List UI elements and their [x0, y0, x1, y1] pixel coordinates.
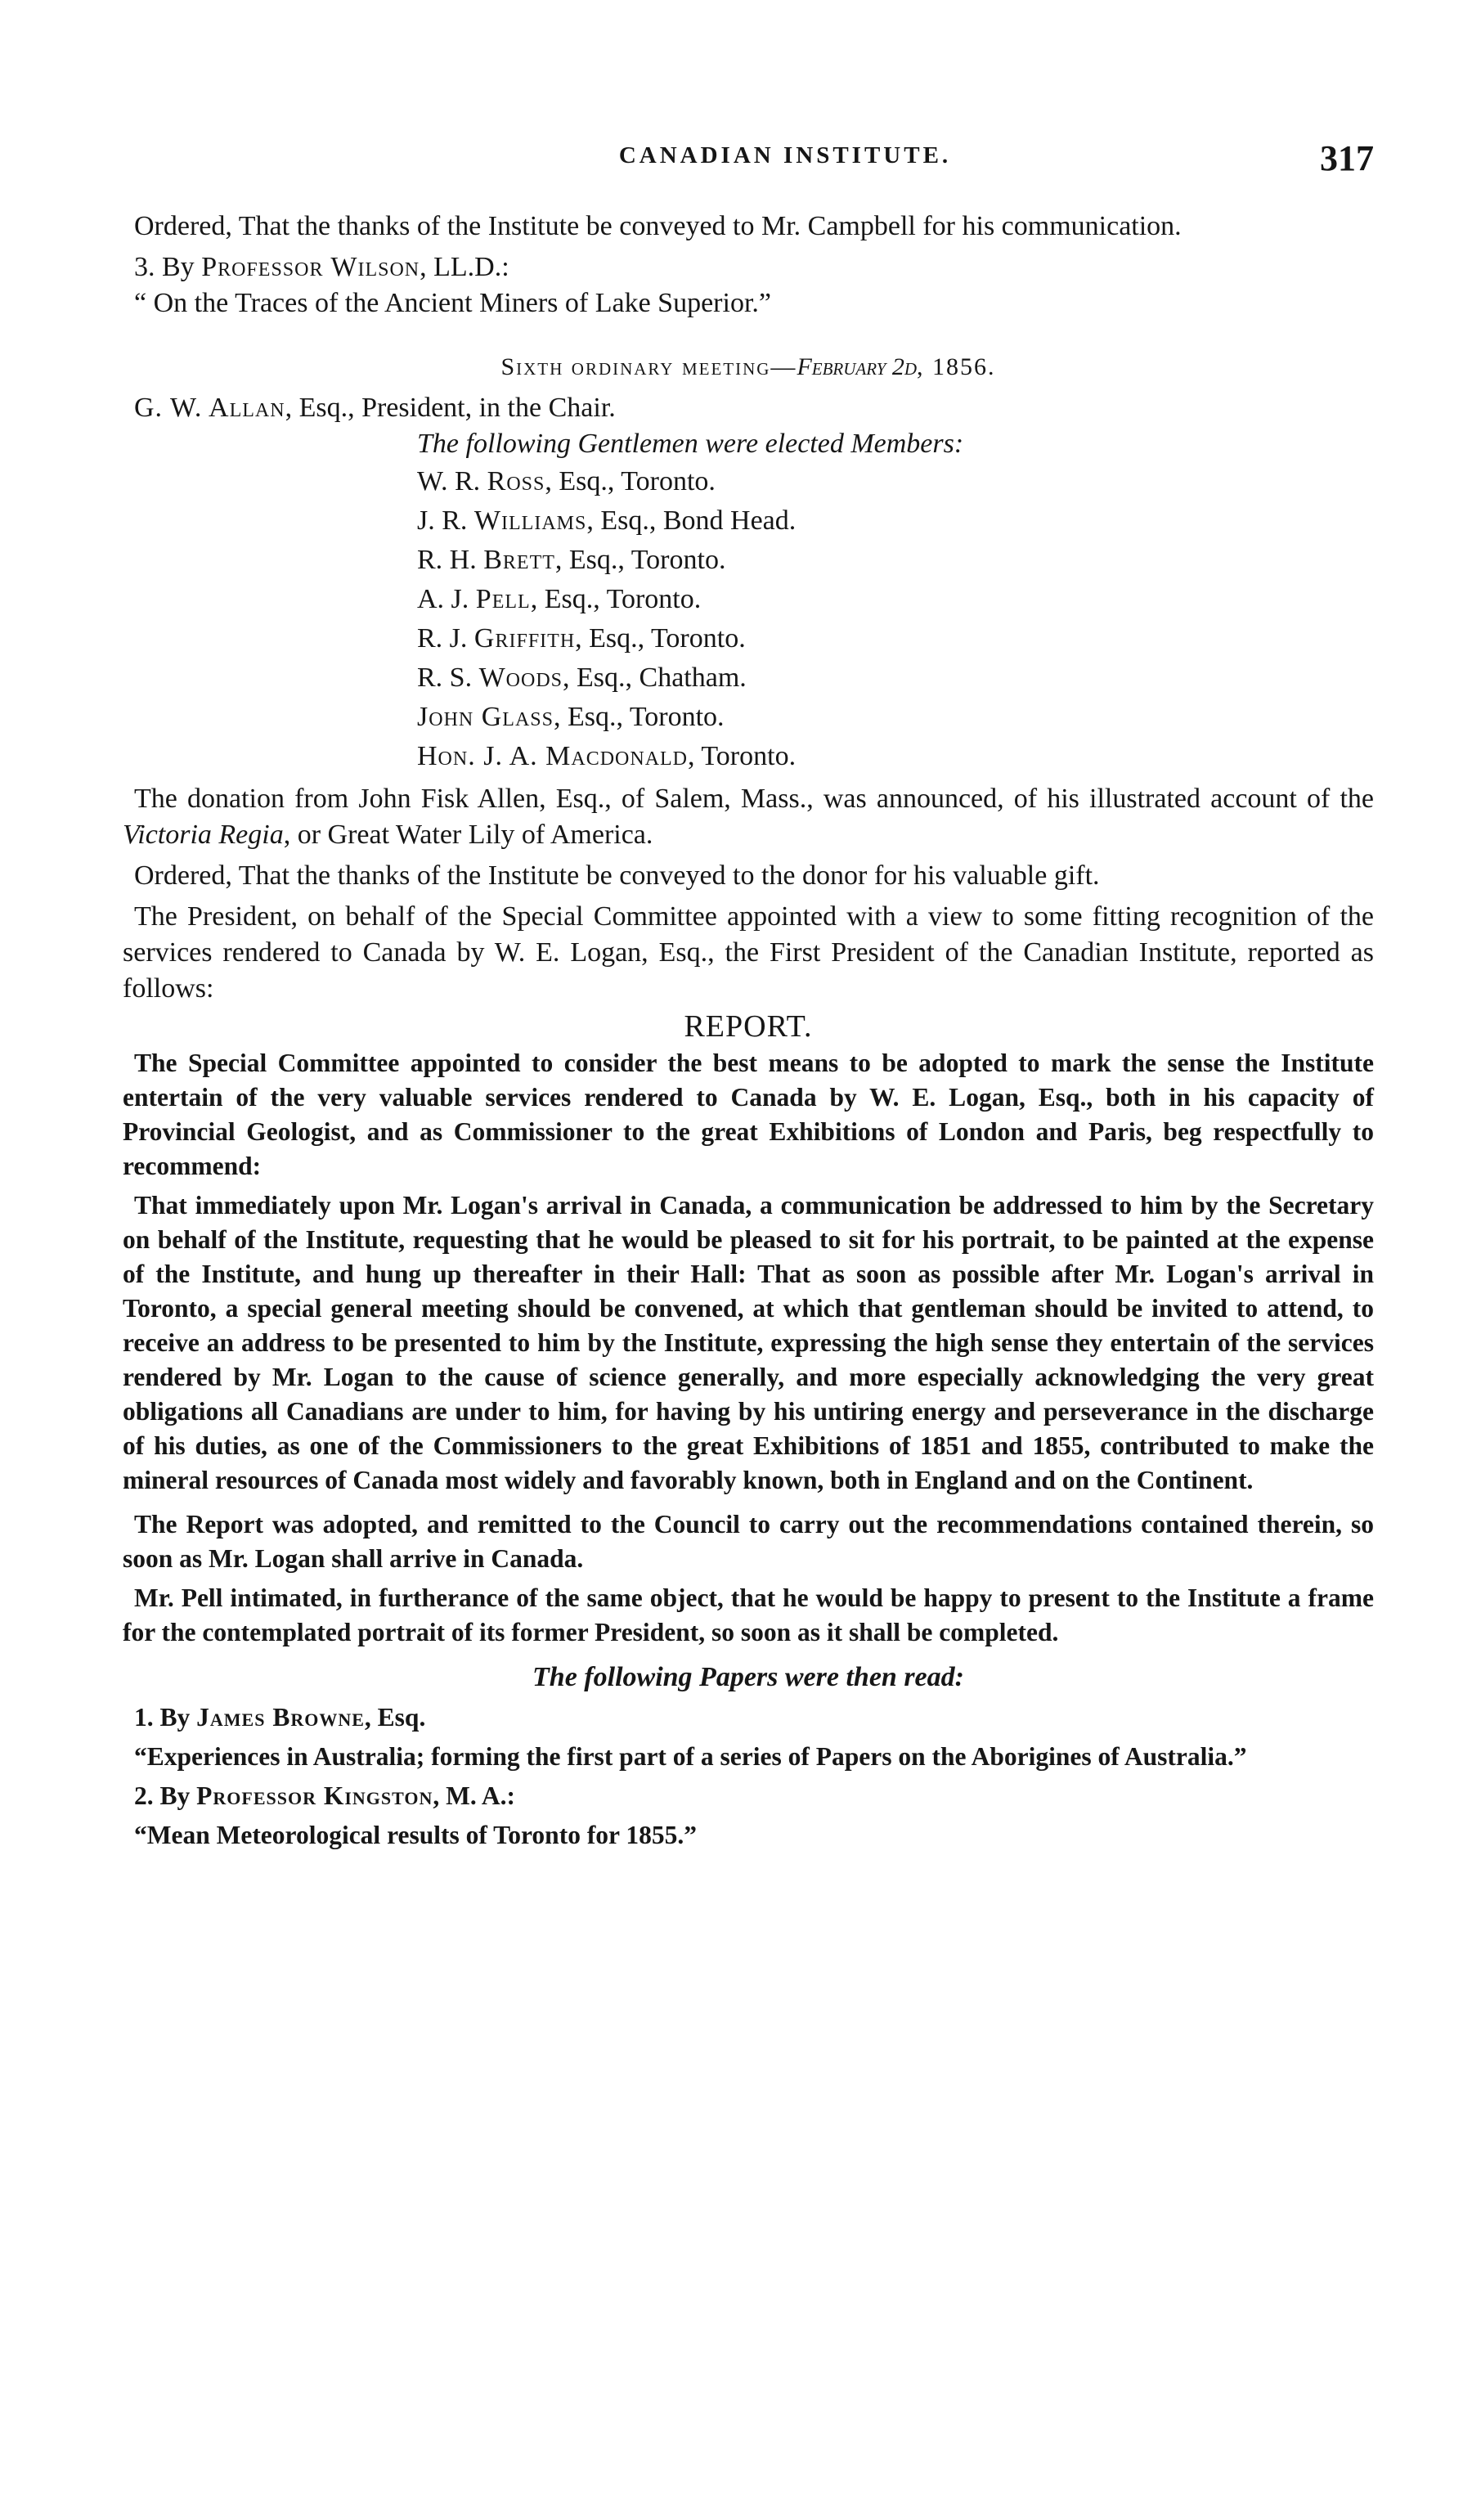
member-surname: Ross: [487, 466, 545, 496]
donation-text-before: The donation from John Fisk Allen, Esq., of Salem, Mass., was announced, of his illustrated account of the: [134, 784, 1374, 814]
meeting-heading: [123, 349, 1374, 385]
ordered-thanks-donor: Ordered, That the thanks of the Institute be conveyed to the donor for his valuable gift.: [134, 860, 1100, 891]
paper-1-suffix: , Esq.: [364, 1703, 426, 1732]
papers-heading: The following Papers were then read:: [532, 1662, 964, 1692]
report-paragraph-2: That immediately upon Mr. Logan's arrival in Canada, a communication be addressed to him by the Secretary on behalf of the Institute, requesting that he would be pleased to sit for his portrait, to be painted at the expense of the Institute, and hung up thereafter in their Hall: That as soon as possible after Mr. Logan's arrival in Toronto, a special general meeting should be convened, at which that gentleman should be invited to attend, to receive an address to be presented to him by the Institute, expressing the high sense they entertain of the services rendered by Mr. Logan to the cause of science generally, and more especially acknowledging the very great obligations all Canadians are under to him, for having by his untiring energy and perseverance in the discharge of his duties, as one of the Commissioners to the great Exhibitions of 1851 and 1855, contributed to make the mineral resources of Canada most widely and favorably known, both in England and on the Continent.: [123, 1191, 1374, 1494]
chair-name: G. W. Allan: [134, 393, 285, 423]
report-adopted-paragraph: The Report was adopted, and remitted to the Council to carry out the recommendations contained therein, so soon as Mr. Logan shall arrive in Canada.: [123, 1510, 1374, 1573]
member-rest: , Esq., Toronto.: [530, 584, 702, 614]
page-body: [123, 209, 1374, 1853]
member-rest: , Esq., Toronto.: [553, 702, 725, 732]
donation-text-after: , or Great Water Lily of America.: [283, 820, 653, 850]
member-rest: , Esq., Toronto.: [545, 466, 716, 496]
member-initials: R. S.: [417, 663, 479, 693]
ordered-thanks-campbell: Ordered, That the thanks of the Institute be conveyed to Mr. Campbell for his communication.: [134, 211, 1182, 241]
paper-2-byline: [123, 1779, 1374, 1813]
paper-3-author: Professor Wilson: [201, 252, 420, 282]
member-rest: , Esq., Toronto.: [554, 545, 726, 575]
member-surname: John Glass: [417, 702, 554, 732]
paper-3-number: 3. By: [134, 252, 202, 282]
report-paragraph-1: The Special Committee appointed to consider the best means to be adopted to mark the sense the Institute entertain of the very valuable services rendered to Canada by W. E. Logan, Esq., both in his capacity of Provincial Geologist, and as Commissioner to the great Exhibitions of London and Paris, beg respectfully to recommend:: [123, 1049, 1374, 1180]
member-item: [417, 580, 1374, 619]
member-initials: R. J.: [417, 623, 474, 654]
paper-3-suffix: , LL.D.:: [420, 252, 509, 282]
meeting-heading-year: , 1856.: [917, 353, 996, 380]
member-initials: R. H.: [417, 545, 484, 575]
donation-book-title: Victoria Regia: [123, 820, 284, 850]
paper-3-byline: [123, 249, 1374, 285]
member-item: [417, 698, 1374, 737]
paper-1-author: James Browne: [196, 1703, 365, 1732]
members-list: [417, 462, 1374, 776]
members-heading: The following Gentlemen were elected Members:: [417, 429, 964, 459]
member-item: [417, 501, 1374, 541]
paper-1-byline: [123, 1700, 1374, 1735]
members-block: [417, 426, 1374, 776]
paper-2-number: 2. By: [134, 1781, 197, 1810]
member-initials: A. J.: [417, 584, 476, 614]
member-surname: Griffith: [473, 623, 576, 654]
page-header: [196, 137, 1374, 186]
paper-2-author: Professor Kingston: [196, 1781, 433, 1810]
donation-paragraph: [123, 781, 1374, 853]
pell-paragraph: Mr. Pell intimated, in furtherance of the same object, that he would be happy to present to the Institute a frame for the contemplated portrait of its former President, so soon as it shall be completed.: [123, 1583, 1374, 1646]
member-item: [417, 462, 1374, 501]
member-item: [417, 658, 1374, 698]
paper-1-title: “Experiences in Australia; forming the first part of a series of Papers on the Aborigines of Australia.”: [134, 1742, 1247, 1771]
member-surname: Hon. J. A. Macdonald: [417, 741, 689, 771]
chair-rest: , Esq., President, in the Chair.: [285, 393, 616, 423]
president-paragraph: The President, on behalf of the Special Committee appointed with a view to some fitting recognition of the services rendered to Canada by W. E. Logan, Esq., the First President of the Canadian Institute, reported as follows:: [123, 901, 1374, 1004]
paper-2-suffix: , M. A.:: [433, 1781, 516, 1810]
member-initials: J. R.: [417, 505, 474, 536]
report-title: REPORT.: [684, 1009, 813, 1044]
member-rest: , Toronto.: [688, 741, 797, 771]
member-surname: Williams: [473, 505, 587, 536]
member-item: [417, 619, 1374, 658]
meeting-heading-label: Sixth ordinary meeting—: [500, 353, 797, 380]
member-rest: , Esq., Toronto.: [575, 623, 746, 654]
member-rest: , Esq., Chatham.: [563, 663, 747, 693]
running-head: CANADIAN INSTITUTE.: [618, 142, 952, 168]
member-initials: W. R.: [417, 466, 487, 496]
paper-1-number: 1. By: [134, 1703, 197, 1732]
member-surname: Woods: [478, 663, 563, 693]
member-item: [417, 737, 1374, 776]
paper-3-title: “ On the Traces of the Ancient Miners of Lake Superior.”: [134, 288, 771, 318]
member-surname: Pell: [475, 584, 531, 614]
member-surname: Brett: [483, 545, 555, 575]
chair-line: [123, 390, 1374, 426]
member-item: [417, 541, 1374, 580]
page-number: 317: [1320, 138, 1374, 178]
paper-2-title: “Mean Meteorological results of Toronto for 1855.”: [134, 1821, 697, 1849]
member-rest: , Esq., Bond Head.: [586, 505, 797, 536]
meeting-heading-date: February 2d: [797, 353, 918, 380]
